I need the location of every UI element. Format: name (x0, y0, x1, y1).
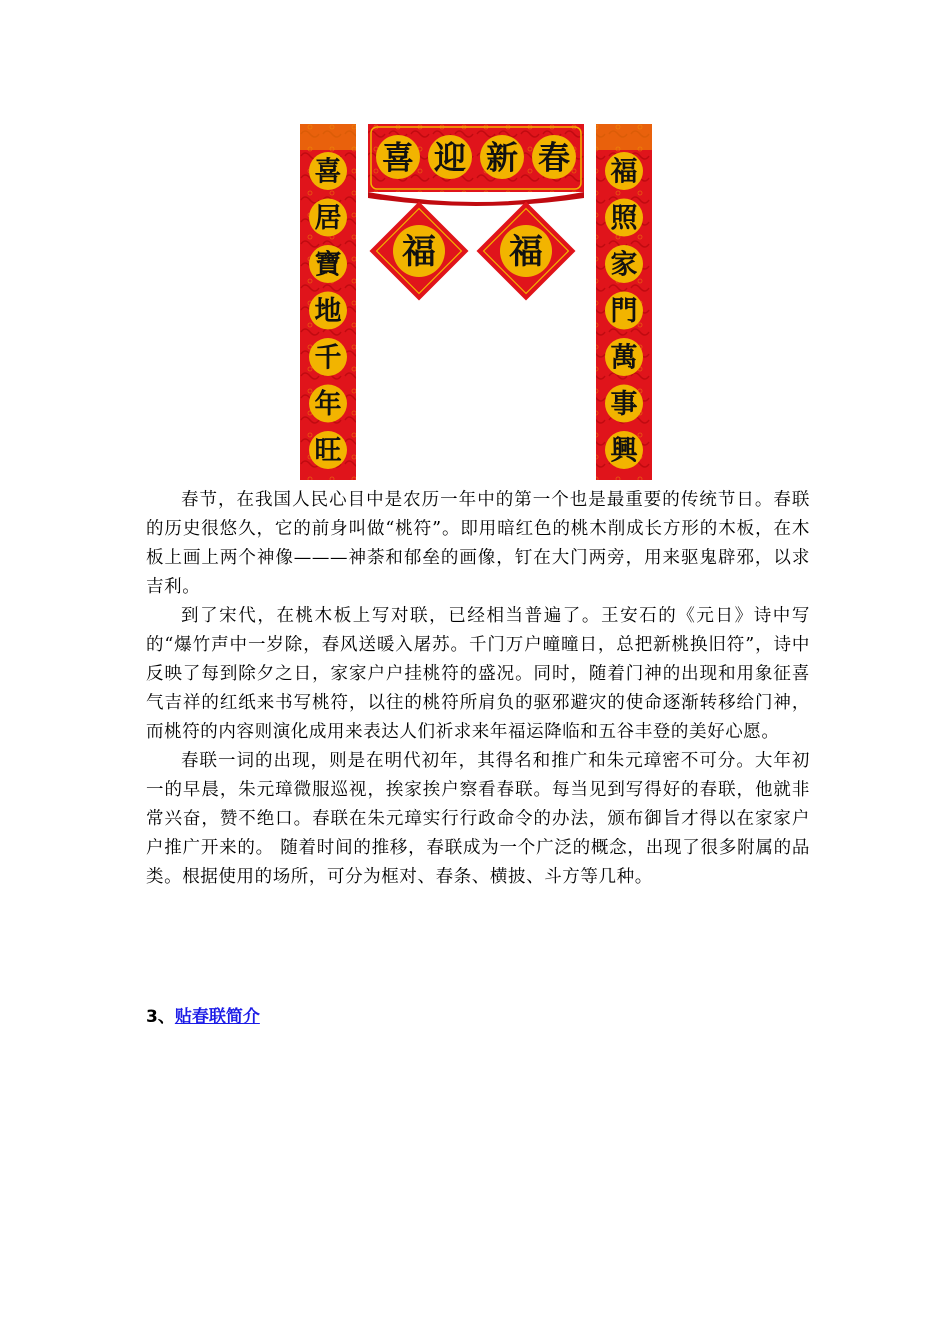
left-couplet-char: 千 (314, 342, 342, 374)
fu-character-right: 福 (509, 232, 543, 272)
paragraph: 春联一词的出现，则是在明代初年，其得名和推广和朱元璋密不可分。大年初一的早晨，朱元璋微服巡视，挨家挨户察看春联。每当见到写得好的春联，他就非常兴奋，赞不绝口。春联在朱元璋实行行政命令的办法，颁布御旨才得以在家家户户推广开来的。 随着时间的推移，春联成为一个广泛的概念，出现了很多附属的品类。根据使用的场所，可分为框对、春条、横披、斗方等几种。 (146, 751, 810, 887)
left-couplet-char: 旺 (314, 435, 342, 467)
left-couplet-char: 寶 (314, 249, 342, 281)
paragraph: 到了宋代，在桃木板上写对联，已经相当普遍了。王安石的《元日》诗中写的“爆竹声中一岁除，春风送暖入屠苏。千门万户曈曈日，总把新桃换旧符”，诗中反映了每到除夕之日，家家户户挂桃符的盛况。同时，随着门神的出现和用象征喜气吉祥的红纸来书写桃符，以往的桃符所肩负的驱邪避灾的使命逐渐转移给门神，而桃符的内容则演化成用来表达人们祈求来年福运降临和五谷丰登的美好心愿。 (146, 606, 810, 742)
fu-diamond-right (477, 202, 576, 301)
right-couplet-char: 照 (610, 203, 638, 235)
right-couplet-char: 門 (610, 296, 638, 328)
banner-char: 迎 (433, 138, 467, 177)
left-scroll (300, 124, 356, 480)
right-couplet-char: 家 (610, 249, 638, 281)
right-couplet-char: 萬 (610, 342, 638, 374)
right-couplet-char: 興 (610, 435, 638, 467)
left-couplet-char: 居 (314, 203, 342, 235)
fu-character-left: 福 (402, 232, 436, 272)
section-heading (146, 1004, 260, 1030)
section-link[interactable]: 贴春联简介 (174, 1007, 260, 1027)
section-number: 3、 (146, 1007, 175, 1027)
left-couplet-char: 年 (314, 389, 342, 421)
article-body (146, 486, 810, 892)
banner-char: 喜 (381, 138, 415, 177)
banner-char: 春 (537, 138, 571, 177)
left-couplet-char: 喜 (314, 156, 342, 188)
right-scroll (596, 124, 652, 480)
spring-couplet-illustration (299, 123, 653, 481)
paragraph: 春节，在我国人民心目中是农历一年中的第一个也是最重要的传统节日。春联的历史很悠久，它的前身叫做“桃符”。即用暗红色的桃木削成长方形的木板，在木板上画上两个神像———神荼和郁垒的画像，钉在大门两旁，用来驱鬼辟邪，以求吉利。 (146, 490, 810, 597)
fu-diamond-left (370, 202, 469, 301)
horizontal-banner (368, 124, 584, 206)
banner-char: 新 (485, 138, 519, 177)
right-couplet-char: 事 (610, 389, 638, 421)
right-couplet-char: 福 (610, 156, 638, 188)
left-couplet-char: 地 (314, 296, 342, 328)
